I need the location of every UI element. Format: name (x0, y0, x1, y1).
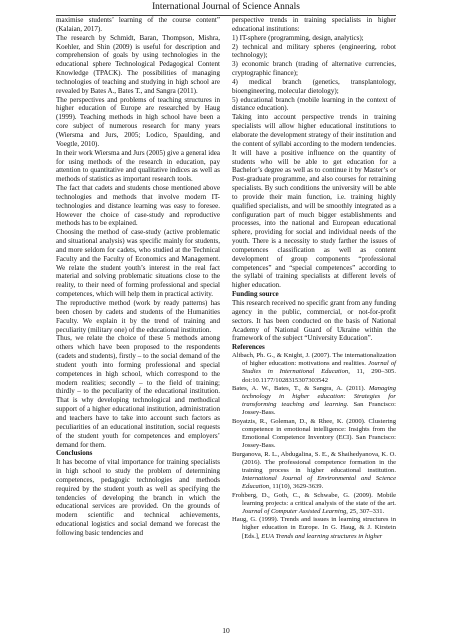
reference-item: Frohberg, D., Goth, C., & Schwabe, G. (2009). Mobile learning projects: a critical analysis of the state of the art. Journal of Computer Assisted Learning, 25, 307–331. (232, 491, 396, 515)
trends-intro: perspective trends in training specialists in higher educational institutions: (232, 16, 396, 33)
trend-item: 4) medical branch (genetics, transplantology, bioengineering, molecular dietology); (232, 77, 396, 95)
reference-item: Bates, A. W., Bates, T., & Sangra, A. (2011). Managing technology in higher education: Strategies for transforming teaching and learning. San Francisco: Jossey-Bass. (232, 384, 396, 417)
journal-title: International Journal of Science Annals (152, 2, 300, 12)
reference-item: Altbach, Ph. G., & Knight, J. (2007). The internationalization of higher education: motivations and realities. Journal of Studies in International Education, 11, 290–305. doi:10.1177/1028315307303542 (232, 352, 396, 384)
paragraph: The perspectives and problems of teaching structures in higher education of Europe are researched by Haug (1999). Teaching methods in high school have been a core subject of numerous research for many years (Wiersma and Jurs, 2005; Lodico, Spaulding, and Voegtle, 2010). (56, 95, 220, 148)
page-number: 10 (222, 626, 230, 635)
trend-item: 5) educational branch (mobile learning in the context of distance education). (232, 95, 396, 113)
paragraph: Taking into account perspective trends in training specialists will allow higher educational institutions to elaborate the development strategy of their institution and the content of syllabi according to the modern tendencies. It will have a positive influence on the quantity of students who will be able to get education for a Bachelor’s degree as well as to continue it by Master’s or Post-graduate programme, and also courses for retraining specialists. By such conditions the university will be able to provide their main function, i.e. training highly qualified specialists, and will be smoothly integrated as a configuration part of much bigger establishments and processes, into the national and European educational sphere, providing for social and individual needs of the youth. There is a necessity to study farther the issues of competences classification as well as content development of group components “professional competences” and “special competences” according to the syllabi of training specialists at different levels of higher education. (232, 113, 396, 290)
trend-item: 2) technical and military spheres (engineering, robot technology); (232, 42, 396, 60)
paragraph: Thus, we relate the choice of these 5 methods among others which have been proposed to the respondents (cadets and students), firstly – to the social demand of the student youth into forming professional and special competences in high school, which correspond to the modern realities; secondly – to the field of training; thirdly – to the peculiarity of the educational institution. That is why developing technological and methodical support of a higher educational institution, administration and teachers have to take into account such factors as peculiarities of an educational institution, social requests of the student youth for competences and employers’ demand for them. (56, 334, 220, 449)
paragraph: maximise students’ learning of the course content” (Kalaian, 2017). (56, 16, 220, 33)
paragraph: The reproductive method (work by ready patterns) has been chosen by cadets and students of the Humanities Faculty. We explain it by the trend of training and peculiarity (military one) of the educational institution. (56, 299, 220, 334)
right-column (232, 16, 396, 541)
left-column (56, 16, 220, 538)
paragraph: The fact that cadets and students chose mentioned above technologies and methods that involve modern IT-technologies and distance learning was easy to foresee. However the choice of case-study and reproductive methods has to be explained. (56, 184, 220, 228)
reference-item: Haug, G. (1999). Trends and issues in learning structures in higher education in Europe. In G. Haug, & J. Kirstein [Eds.], EUA Trends and learning structures in higher (232, 516, 396, 540)
conclusions-heading: Conclusions (56, 449, 93, 458)
funding-text: This research received no specific grant from any funding agency in the public, commercial, or not-for-profit sectors. It has been conducted on the basis of National Academy of National Guard of Ukraine within the framework of the subject “University Education”. (232, 299, 396, 343)
references-heading: References (232, 343, 265, 352)
trend-item: 3) economic branch (trading of alternative currencies, cryptographic finance); (232, 60, 396, 78)
paragraph: In their work Wiersma and Jurs (2005) give a general idea for using methods of the research in education, pay attention to quantitative and qualitative indices as well as methods of statistics as important research tools. (56, 148, 220, 184)
funding-heading: Funding source (232, 290, 279, 299)
reference-item: Boyatzis, R., Goleman, D., & Rhee, K. (2000). Clustering competence in emotional intelligence: Insights from the Emotional Competence Inventory (ECI). San Francisco: Jossey-Bass. (232, 417, 396, 450)
journal-header (0, 0, 452, 16)
conclusions-text: It has become of vital importance for training specialists in high school to study the problem of determining competences, pedagogic technologies and methods required by the student youth as well as specifying the tendencies of developing the branch in which the educational services are provided. On the grounds of modern scientific and technical achievements, educational logistics and social demand we forecast the following basic tendencies and (56, 458, 220, 537)
reference-item: Burganova, R. L., Abdugalina, S. E., & Shaihedyanova, K. O. (2016). The professional competence formation in the training process in higher educational institution. International Journal of Environmental and Science Education, 11(10), 3629-3639. (232, 450, 396, 491)
paragraph: Choosing the method of case-study (active problematic and situational analysis) was specific mainly for students, and more seldom for cadets, who studied at the Technical Faculty and the Faculty of Economics and Management. We relate the student youth’s interest in the real fact material and solving problematic situations close to the reality, to their need of forming professional and special competences, which will help them in practical activity. (56, 228, 220, 299)
trend-item: 1) IT-sphere (programming, design, analytics); (232, 33, 364, 42)
paragraph: The research by Schmidt, Baran, Thompson, Mishra, Koehler, and Shin (2009) is useful for description and comprehension of goals by using technologies in the educational sphere Technological Pedagogical Content Knowledge (TPACK). The possibilities of managing technologies of teaching and studying in high school are revealed by Bates A., Bates T., and Sangra (2011). (56, 33, 220, 95)
